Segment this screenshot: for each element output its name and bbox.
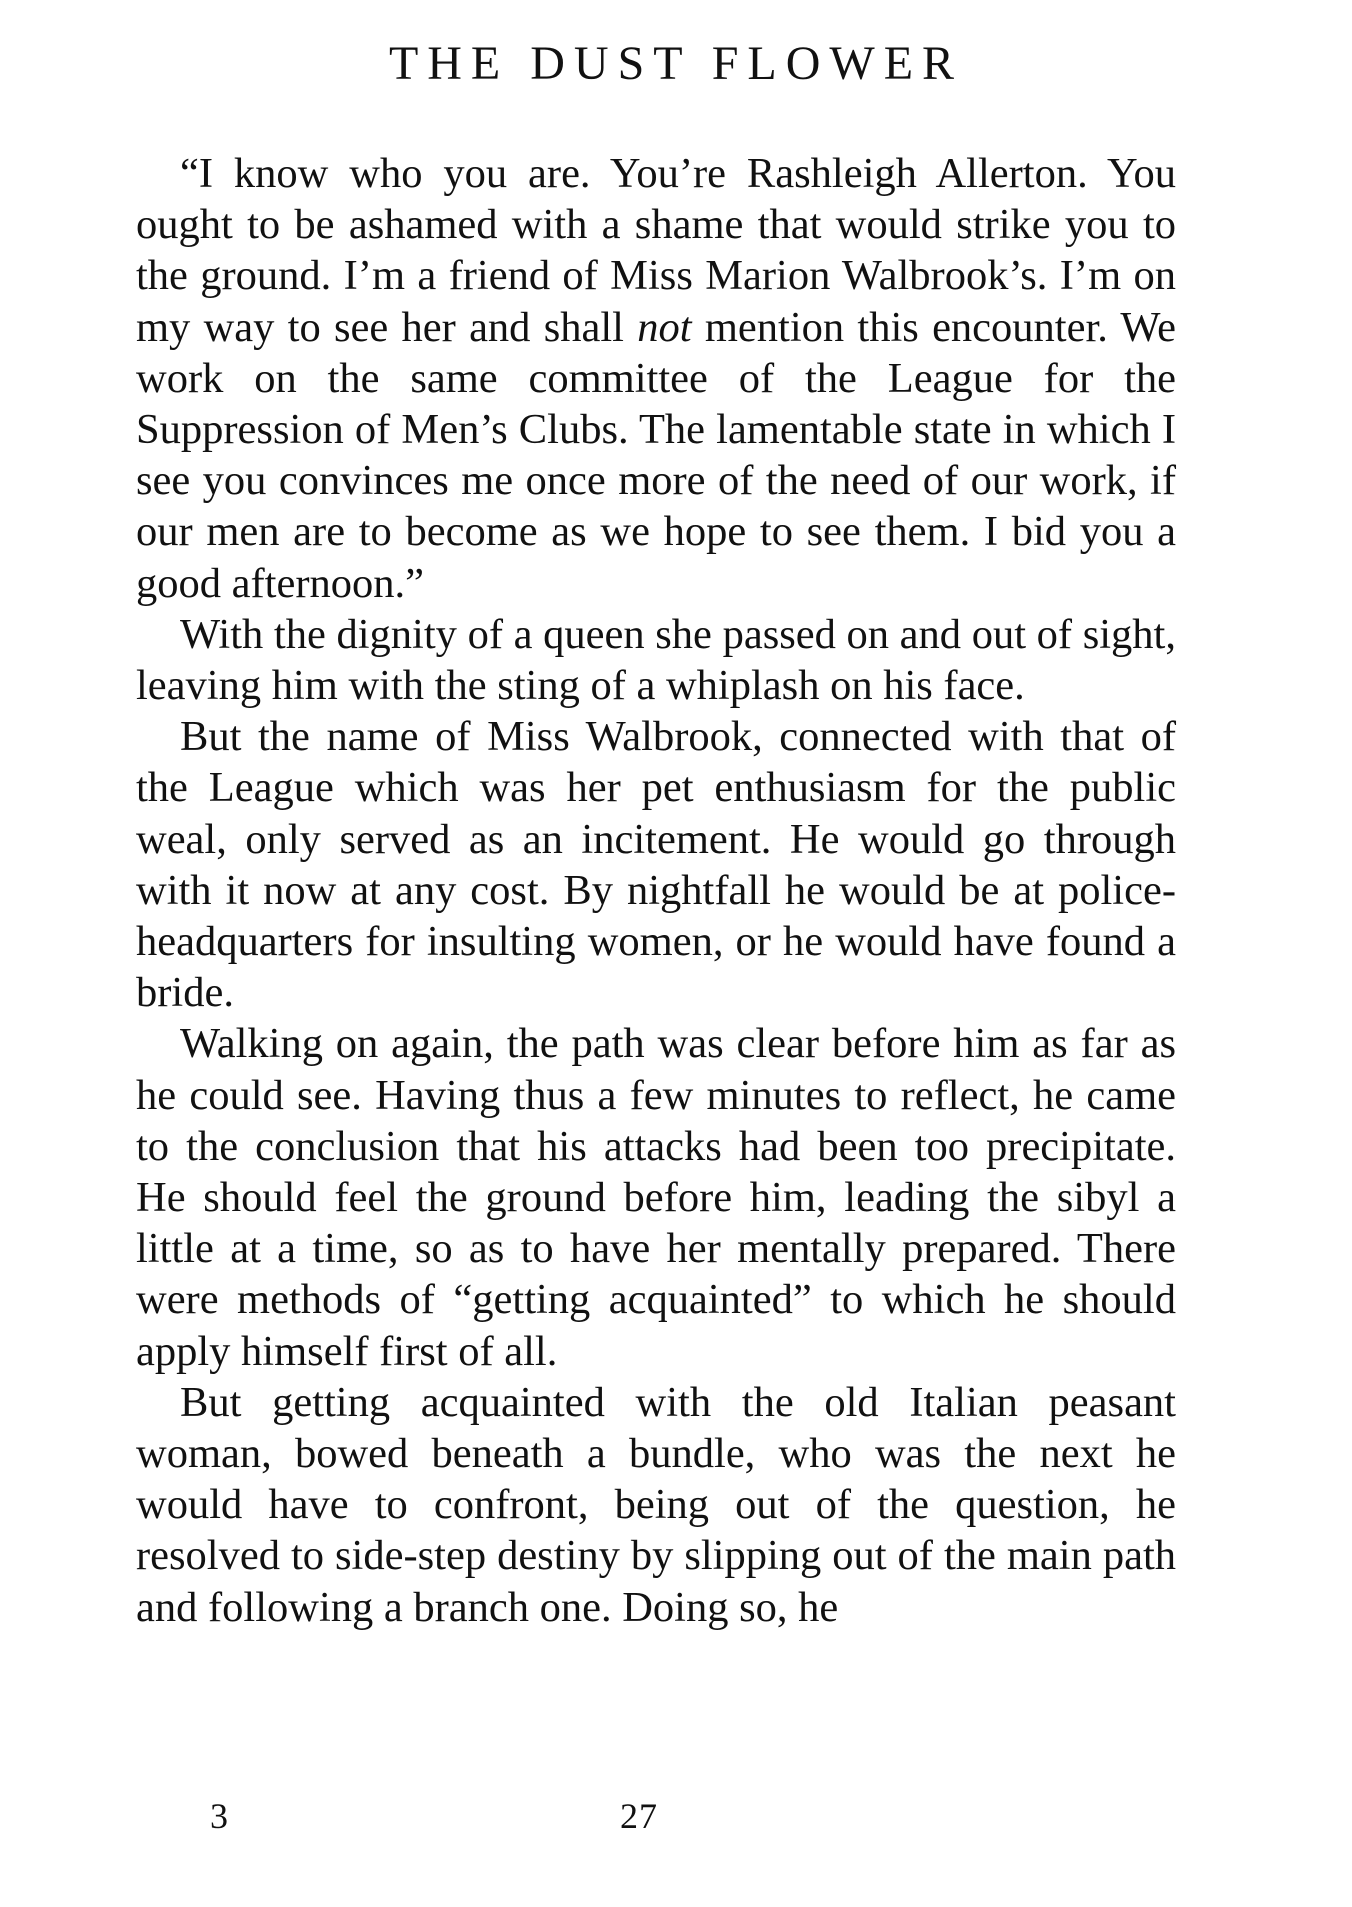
paragraph-1: [136, 148, 1176, 609]
signature-mark: 3: [210, 1796, 228, 1836]
page-footer: [0, 1788, 1352, 1844]
page-number: 27: [620, 1796, 658, 1836]
paragraph-1-emphasis: not: [637, 303, 692, 351]
paragraph-1-text-start: “I know who you are. You’re Rashleigh Allerton. You ought to be ashamed with a shame that would strike you to the ground. I’m a friend of Miss Marion Walbrook’s. I’m on my way to see her and shall: [136, 150, 1176, 351]
paragraph-2: With the dignity of a queen she passed on and out of sight, leaving him with the sting of a whiplash on his face.: [136, 610, 1176, 710]
paragraph-5: But getting acquainted with the old Italian peasant woman, bowed beneath a bundle, who was the next he would have to confront, being out of the question, he resolved to side-step destiny by slipping out of the main path and following a branch one. Doing so, he: [136, 1378, 1176, 1631]
paragraph-3: But the name of Miss Walbrook, connected with that of the League which was her pet enthusiasm for the public weal, only served as an incitement. He would go through with it now at any cost. By nightfall he would be at police-headquarters for insulting women, or he would have found a bride.: [136, 713, 1176, 1017]
body-text: [136, 148, 1176, 1633]
running-head: THE DUST FLOWER: [388, 37, 964, 90]
paragraph-4: Walking on again, the path was clear before him as far as he could see. Having thus a few minutes to reflect, he came to the conclusion that his attacks had been too precipitate. He should feel the ground before him, leading the sibyl a little at a time, so as to have her mentally prepared. There were methods of “getting acquainted” to which he should apply himself first of all.: [136, 1020, 1176, 1375]
paragraph-1-text-end: mention this encounter. We work on the same committee of the League for the Suppression of Men’s Clubs. The lamentable state in which I see you convinces me once more of the need of our work, if our men are to become as we hope to see them. I bid you a good afternoon.”: [136, 303, 1176, 607]
